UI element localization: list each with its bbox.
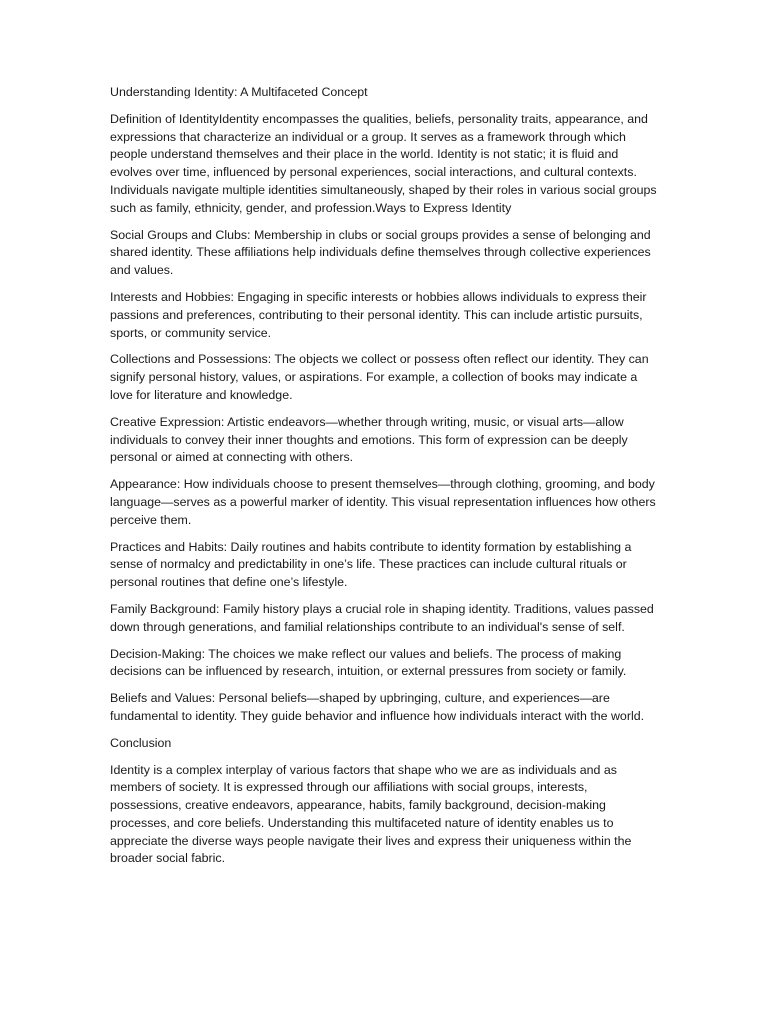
section-collections: Collections and Possessions: The objects we collect or possess often reflect our identity. They can signify personal history, values, or aspirations. For example, a collection of books may indicate a love for literature and knowledge.: [110, 352, 649, 402]
section-appearance: Appearance: How individuals choose to present themselves—through clothing, grooming, and body language—serves as a powerful marker of identity. This visual representation influences how others perceive them.: [110, 477, 656, 527]
definition-paragraph: Definition of IdentityIdentity encompasses the qualities, beliefs, personality traits, appearance, and expressions that characterize an individual or a group. It serves as a framework through which people understand themselves and their place in the world. Identity is not static; it is fluid and evolves over time, influenced by personal experiences, social interactions, and cultural contexts. Individuals navigate multiple identities simultaneously, shaped by their roles in various social groups such as family, ethnicity, gender, and profession.Ways to Express Identity: [110, 111, 657, 215]
section-family-background: Family Background: Family history plays a crucial role in shaping identity. Traditions, values passed down through generations, and familial relationships contribute to an individual's sense of self.: [110, 601, 654, 634]
section-social-groups: Social Groups and Clubs: Membership in clubs or social groups provides a sense of belonging and shared identity. These affiliations help individuals define themselves through collective experiences and values.: [110, 227, 651, 278]
section-creative-expression: Creative Expression: Artistic endeavors—whether through writing, music, or visual arts—allow individuals to convey their inner thoughts and emotions. This form of expression can be deeply personal or aimed at connecting with others.: [110, 414, 628, 465]
document-title: Understanding Identity: A Multifaceted Concept: [110, 85, 368, 99]
section-decision-making: Decision-Making: The choices we make reflect our values and beliefs. The process of making decisions can be influenced by research, intuition, or external pressures from society or family.: [110, 646, 627, 679]
conclusion-heading: Conclusion: [110, 735, 172, 750]
document-page: [110, 84, 662, 877]
conclusion-paragraph: Identity is a complex interplay of various factors that shape who we are as individuals and as members of society. It is expressed through our affiliations with social groups, interests, possessions, creative endeavors, appearance, habits, family background, decision-making processes, and core beliefs. Understanding this multifaceted nature of identity enables us to appreciate the diverse ways people navigate their lives and express their uniqueness within the broader social fabric.: [110, 762, 632, 866]
section-practices-habits: Practices and Habits: Daily routines and habits contribute to identity formation by establishing a sense of normalcy and predictability in one’s life. These practices can include cultural rituals or personal routines that define one’s lifestyle.: [110, 539, 632, 590]
section-interests-hobbies: Interests and Hobbies: Engaging in specific interests or hobbies allows individuals to express their passions and preferences, contributing to their personal identity. This can include artistic pursuits, sports, or community service.: [110, 289, 647, 340]
section-beliefs-values: Beliefs and Values: Personal beliefs—shaped by upbringing, culture, and experiences—are fundamental to identity. They guide behavior and influence how individuals interact with the world.: [110, 691, 645, 723]
